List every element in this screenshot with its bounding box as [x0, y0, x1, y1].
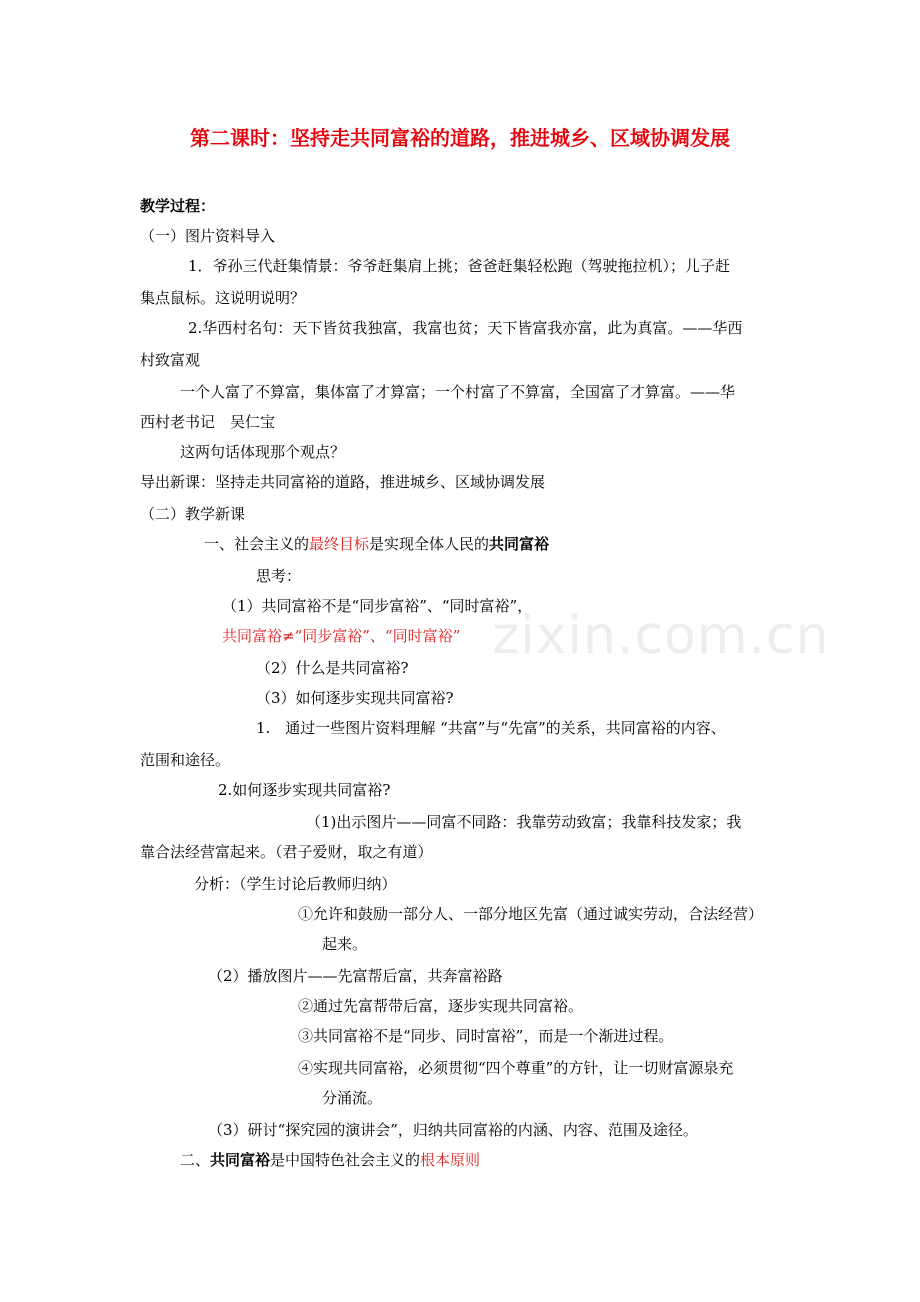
paragraph-line: 这两句话体现那个观点？	[180, 443, 346, 461]
paragraph-line: 1．爷孙三代赶集情景：爷爷赶集肩上挑；爸爸赶集轻松跑（驾驶拖拉机）；儿子赶	[188, 257, 731, 275]
question-line: （2）什么是共同富裕?	[256, 659, 409, 677]
paragraph-line: 范围和途径。	[140, 751, 231, 769]
paragraph-line: 西村老书记 吴仁宝	[140, 413, 276, 431]
paragraph-line: 1. 通过一些图片资料理解 “共富”与“先富”的关系，共同富裕的内容、	[256, 719, 726, 737]
list-item: ②通过先富帮带后富，逐步实现共同富裕。	[298, 997, 584, 1015]
highlight-line: 共同富裕≠“同步富裕”、“同时富裕”	[222, 627, 461, 645]
paragraph-line: 集点鼠标。这说明说明？	[140, 289, 306, 307]
paragraph-line: 导出新课：坚持走共同富裕的道路，推进城乡、区域协调发展	[140, 473, 546, 491]
list-item-continued: 分涌流。	[322, 1089, 383, 1107]
list-item-continued: 起来。	[322, 935, 368, 953]
point-two-heading	[180, 1150, 480, 1170]
list-item: ①允许和鼓励一部分人、一部分地区先富（通过诚实劳动，合法经营）	[298, 905, 764, 923]
paragraph-line: 一个人富了不算富，集体富了才算富；一个村富了不算富，全国富了才算富。——华	[180, 383, 736, 401]
point-one-heading	[204, 534, 549, 554]
list-item: ③共同富裕不是“同步、同时富裕”，而是一个渐进过程。	[298, 1027, 674, 1045]
point-one-highlight-common-prosperity: 共同富裕	[489, 535, 550, 553]
paragraph-line: 2.华西村名句：天下皆贫我独富，我富也贫；天下皆富我亦富，此为真富。——华西	[188, 319, 743, 337]
question-line: （1）共同富裕不是“同步富裕”、“同时富裕”，	[222, 597, 533, 615]
point-two-middle: 是中国特色社会主义的	[270, 1151, 421, 1169]
section-two-heading: （二）教学新课	[140, 505, 246, 523]
paragraph-line: 2.如何逐步实现共同富裕?	[218, 781, 391, 799]
paragraph-line: （3）研讨“探究园的演讲会”，归纳共同富裕的内涵、内容、范围及途径。	[208, 1121, 698, 1139]
point-two-highlight-principle: 根本原则	[420, 1151, 481, 1169]
point-one-middle: 是实现全体人民的	[369, 535, 490, 553]
paragraph-line: （2）播放图片——先富帮后富，共奔富裕路	[208, 967, 503, 985]
point-one-highlight-goal: 最终目标	[309, 535, 370, 553]
list-item: ④实现共同富裕，必须贯彻“四个尊重”的方针，让一切财富源泉充	[298, 1059, 734, 1077]
point-one-prefix: 一、社会主义的	[204, 535, 310, 553]
point-two-prefix: 二、	[180, 1151, 211, 1169]
think-label: 思考：	[256, 567, 302, 585]
analysis-label: 分析：（学生讨论后教师归纳）	[194, 875, 397, 893]
paragraph-line: （1)出示图片——同富不同路：我靠劳动致富；我靠科技发家；我	[306, 813, 742, 831]
question-line: （3）如何逐步实现共同富裕?	[256, 689, 454, 707]
watermark: zixin.com.cn	[492, 606, 830, 666]
section-one-heading: （一）图片资料导入	[140, 227, 276, 245]
page-title: 第二课时：坚持走共同富裕的道路，推进城乡、区域协调发展	[190, 126, 730, 150]
section-heading-process: 教学过程：	[140, 197, 216, 215]
point-two-highlight-common-prosperity: 共同富裕	[210, 1151, 271, 1169]
paragraph-line: 靠合法经营富起来。（君子爱财，取之有道）	[140, 843, 433, 861]
paragraph-line: 村致富观	[140, 351, 201, 369]
